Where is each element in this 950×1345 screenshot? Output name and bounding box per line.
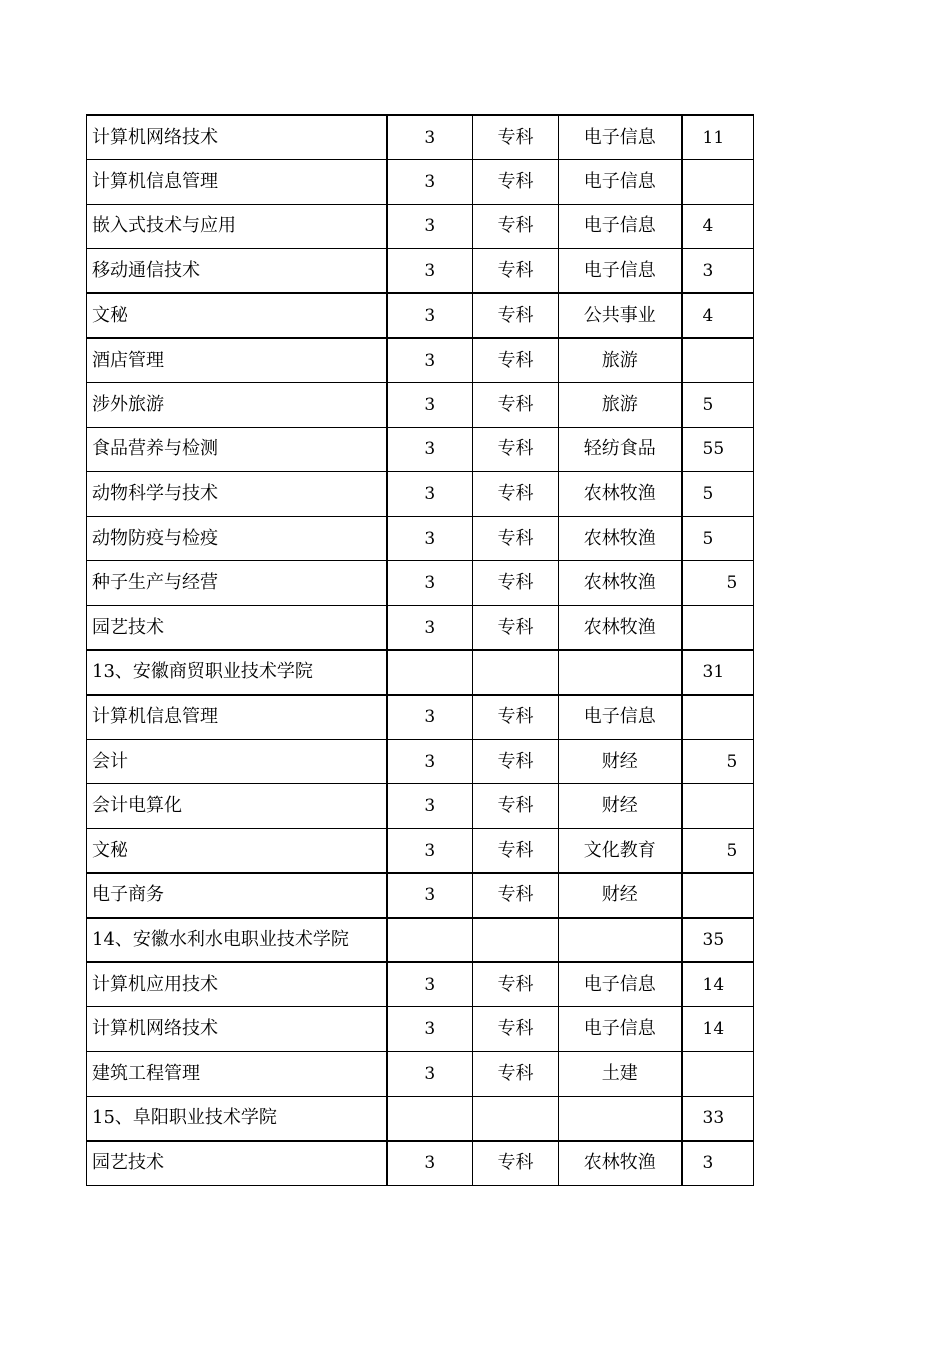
program-name-cell: 移动通信技术 bbox=[87, 249, 387, 294]
program-name-cell: 动物科学与技术 bbox=[87, 472, 387, 517]
category-cell: 农林牧渔 bbox=[559, 472, 682, 517]
count-cell: 11 bbox=[682, 115, 754, 160]
count-cell: 4 bbox=[682, 204, 754, 249]
program-name-cell: 建筑工程管理 bbox=[87, 1051, 387, 1096]
program-name-cell: 14、安徽水利水电职业技术学院 bbox=[87, 918, 387, 963]
program-name-cell: 13、安徽商贸职业技术学院 bbox=[87, 650, 387, 695]
count-cell: 5 bbox=[682, 472, 754, 517]
level-cell: 专科 bbox=[473, 472, 559, 517]
category-cell: 农林牧渔 bbox=[559, 606, 682, 651]
count-cell: 5 bbox=[682, 383, 754, 428]
category-cell: 土建 bbox=[559, 1051, 682, 1096]
level-cell: 专科 bbox=[473, 962, 559, 1007]
count-cell bbox=[682, 695, 754, 740]
count-cell: 33 bbox=[682, 1096, 754, 1141]
count-cell: 4 bbox=[682, 293, 754, 338]
level-cell: 专科 bbox=[473, 293, 559, 338]
program-name-cell: 计算机网络技术 bbox=[87, 115, 387, 160]
duration-cell: 3 bbox=[387, 338, 473, 383]
duration-cell: 3 bbox=[387, 204, 473, 249]
table-row bbox=[87, 160, 754, 205]
table-row bbox=[87, 1007, 754, 1052]
table-row bbox=[87, 472, 754, 517]
count-cell: 5 bbox=[682, 561, 754, 606]
level-cell: 专科 bbox=[473, 249, 559, 294]
level-cell: 专科 bbox=[473, 204, 559, 249]
category-cell: 财经 bbox=[559, 873, 682, 918]
level-cell: 专科 bbox=[473, 784, 559, 829]
program-name-cell: 会计电算化 bbox=[87, 784, 387, 829]
program-name-cell: 酒店管理 bbox=[87, 338, 387, 383]
duration-cell: 3 bbox=[387, 427, 473, 472]
program-name-cell: 文秘 bbox=[87, 829, 387, 874]
level-cell: 专科 bbox=[473, 739, 559, 784]
program-name-cell: 动物防疫与检疫 bbox=[87, 516, 387, 561]
duration-cell: 3 bbox=[387, 606, 473, 651]
table-row bbox=[87, 293, 754, 338]
table-row bbox=[87, 829, 754, 874]
category-cell: 农林牧渔 bbox=[559, 516, 682, 561]
category-cell: 电子信息 bbox=[559, 160, 682, 205]
program-name-cell: 涉外旅游 bbox=[87, 383, 387, 428]
program-name-cell: 园艺技术 bbox=[87, 1141, 387, 1186]
program-name-cell: 计算机信息管理 bbox=[87, 695, 387, 740]
table-row bbox=[87, 1096, 754, 1141]
table-row bbox=[87, 383, 754, 428]
level-cell: 专科 bbox=[473, 338, 559, 383]
table-row bbox=[87, 606, 754, 651]
program-name-cell: 文秘 bbox=[87, 293, 387, 338]
program-name-cell: 园艺技术 bbox=[87, 606, 387, 651]
table-row bbox=[87, 739, 754, 784]
table-row bbox=[87, 918, 754, 963]
level-cell bbox=[473, 918, 559, 963]
table-row bbox=[87, 873, 754, 918]
count-cell: 55 bbox=[682, 427, 754, 472]
duration-cell: 3 bbox=[387, 1007, 473, 1052]
level-cell: 专科 bbox=[473, 695, 559, 740]
category-cell: 轻纺食品 bbox=[559, 427, 682, 472]
category-cell: 电子信息 bbox=[559, 249, 682, 294]
count-cell: 35 bbox=[682, 918, 754, 963]
count-cell: 3 bbox=[682, 1141, 754, 1186]
program-name-cell: 会计 bbox=[87, 739, 387, 784]
table-row bbox=[87, 1051, 754, 1096]
program-name-cell: 电子商务 bbox=[87, 873, 387, 918]
level-cell: 专科 bbox=[473, 1051, 559, 1096]
category-cell: 电子信息 bbox=[559, 204, 682, 249]
category-cell bbox=[559, 918, 682, 963]
category-cell: 电子信息 bbox=[559, 115, 682, 160]
count-cell bbox=[682, 606, 754, 651]
table-row bbox=[87, 427, 754, 472]
category-cell: 电子信息 bbox=[559, 695, 682, 740]
duration-cell: 3 bbox=[387, 1141, 473, 1186]
count-cell bbox=[682, 873, 754, 918]
level-cell: 专科 bbox=[473, 427, 559, 472]
table-row bbox=[87, 784, 754, 829]
category-cell: 文化教育 bbox=[559, 829, 682, 874]
category-cell bbox=[559, 1096, 682, 1141]
category-cell: 公共事业 bbox=[559, 293, 682, 338]
duration-cell: 3 bbox=[387, 249, 473, 294]
category-cell: 旅游 bbox=[559, 383, 682, 428]
duration-cell: 3 bbox=[387, 829, 473, 874]
level-cell bbox=[473, 1096, 559, 1141]
count-cell: 3 bbox=[682, 249, 754, 294]
table-body bbox=[87, 115, 754, 1185]
count-cell: 5 bbox=[682, 739, 754, 784]
category-cell: 电子信息 bbox=[559, 1007, 682, 1052]
count-cell bbox=[682, 338, 754, 383]
program-name-cell: 食品营养与检测 bbox=[87, 427, 387, 472]
level-cell: 专科 bbox=[473, 516, 559, 561]
count-cell: 5 bbox=[682, 516, 754, 561]
duration-cell: 3 bbox=[387, 739, 473, 784]
program-name-cell: 嵌入式技术与应用 bbox=[87, 204, 387, 249]
category-cell bbox=[559, 650, 682, 695]
category-cell: 旅游 bbox=[559, 338, 682, 383]
level-cell: 专科 bbox=[473, 160, 559, 205]
level-cell: 专科 bbox=[473, 829, 559, 874]
count-cell: 5 bbox=[682, 829, 754, 874]
level-cell: 专科 bbox=[473, 1141, 559, 1186]
program-name-cell: 种子生产与经营 bbox=[87, 561, 387, 606]
program-name-cell: 计算机应用技术 bbox=[87, 962, 387, 1007]
count-cell: 14 bbox=[682, 962, 754, 1007]
enrollment-table bbox=[86, 114, 754, 1186]
duration-cell bbox=[387, 918, 473, 963]
duration-cell bbox=[387, 1096, 473, 1141]
duration-cell: 3 bbox=[387, 873, 473, 918]
level-cell: 专科 bbox=[473, 1007, 559, 1052]
level-cell: 专科 bbox=[473, 561, 559, 606]
duration-cell: 3 bbox=[387, 1051, 473, 1096]
duration-cell: 3 bbox=[387, 516, 473, 561]
table-row bbox=[87, 115, 754, 160]
count-cell bbox=[682, 784, 754, 829]
duration-cell: 3 bbox=[387, 160, 473, 205]
duration-cell: 3 bbox=[387, 561, 473, 606]
table-row bbox=[87, 695, 754, 740]
level-cell: 专科 bbox=[473, 115, 559, 160]
duration-cell: 3 bbox=[387, 784, 473, 829]
table-row bbox=[87, 249, 754, 294]
table-row bbox=[87, 1141, 754, 1186]
table-row bbox=[87, 516, 754, 561]
table-row bbox=[87, 338, 754, 383]
duration-cell: 3 bbox=[387, 695, 473, 740]
duration-cell: 3 bbox=[387, 293, 473, 338]
level-cell: 专科 bbox=[473, 606, 559, 651]
level-cell bbox=[473, 650, 559, 695]
duration-cell: 3 bbox=[387, 472, 473, 517]
program-name-cell: 计算机信息管理 bbox=[87, 160, 387, 205]
count-cell bbox=[682, 1051, 754, 1096]
duration-cell: 3 bbox=[387, 115, 473, 160]
category-cell: 财经 bbox=[559, 784, 682, 829]
category-cell: 财经 bbox=[559, 739, 682, 784]
count-cell bbox=[682, 160, 754, 205]
table-row bbox=[87, 650, 754, 695]
count-cell: 14 bbox=[682, 1007, 754, 1052]
category-cell: 电子信息 bbox=[559, 962, 682, 1007]
program-name-cell: 计算机网络技术 bbox=[87, 1007, 387, 1052]
level-cell: 专科 bbox=[473, 873, 559, 918]
duration-cell: 3 bbox=[387, 383, 473, 428]
level-cell: 专科 bbox=[473, 383, 559, 428]
duration-cell: 3 bbox=[387, 962, 473, 1007]
count-cell: 31 bbox=[682, 650, 754, 695]
duration-cell bbox=[387, 650, 473, 695]
table-row bbox=[87, 561, 754, 606]
program-name-cell: 15、阜阳职业技术学院 bbox=[87, 1096, 387, 1141]
table-row bbox=[87, 204, 754, 249]
table-row bbox=[87, 962, 754, 1007]
category-cell: 农林牧渔 bbox=[559, 1141, 682, 1186]
category-cell: 农林牧渔 bbox=[559, 561, 682, 606]
